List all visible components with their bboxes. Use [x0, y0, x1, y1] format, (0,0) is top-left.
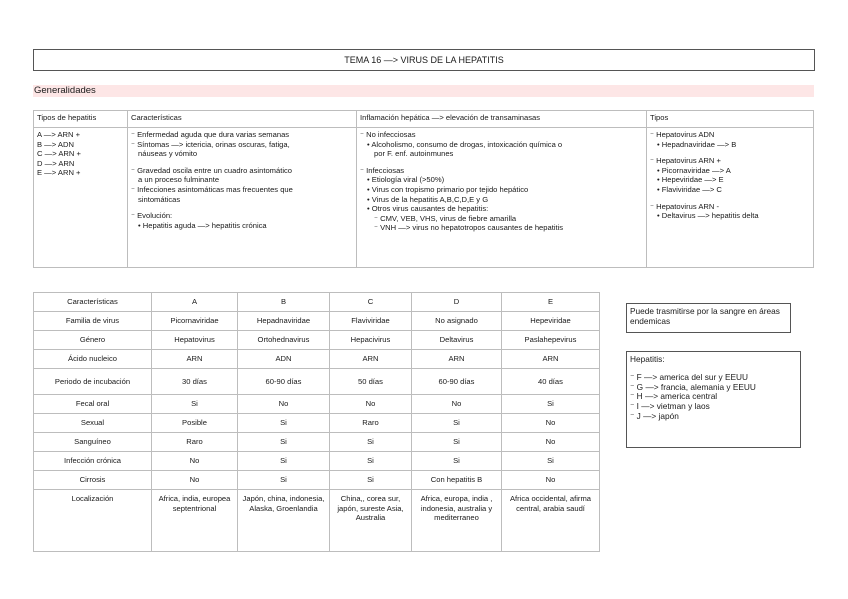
bullet-line: • Virus con tropismo primario por tejido hepático	[367, 184, 529, 194]
table-cell: Si	[238, 471, 330, 490]
header-tipos-hepatitis: Tipos de hepatitis	[34, 111, 128, 128]
table-cell: 40 días	[502, 369, 600, 395]
table-cell: B	[238, 293, 330, 312]
table-cell: ARN	[412, 350, 502, 369]
table-row	[34, 331, 600, 350]
table-row	[34, 395, 600, 414]
bullet-line: ⁻ Hepatovirus ARN +	[650, 156, 721, 166]
table-cell: Ortohednavirus	[238, 331, 330, 350]
row-label-cell: Infección crónica	[34, 452, 152, 471]
table-cell: ARN	[152, 350, 238, 369]
table-cell: 50 días	[330, 369, 412, 395]
header-tipos: Tipos	[647, 111, 814, 128]
table-cell: ARN	[330, 350, 412, 369]
table-cell: Si	[412, 452, 502, 471]
table-cell: Deltavirus	[412, 331, 502, 350]
hepatitis-note-item: ⁻ J —> japón	[630, 410, 679, 421]
section-heading	[33, 85, 814, 97]
table-cell: No	[502, 414, 600, 433]
bullet-line: náuseas y vómito	[138, 149, 198, 159]
table-cell: 30 días	[152, 369, 238, 395]
generalidades-body-row	[34, 128, 814, 268]
table-cell: D	[412, 293, 502, 312]
table-cell: No	[502, 471, 600, 490]
document-title-text: TEMA 16 —> VIRUS DE LA HEPATITIS	[344, 55, 504, 65]
spacer	[650, 149, 810, 156]
hepatitis-note-item: ⁻ G —> francia, alemania y EEUU	[630, 381, 756, 392]
table-cell: A	[152, 293, 238, 312]
bullet-line: • Virus de la hepatitis A,B,C,D,E y G	[367, 194, 489, 204]
table-cell: No	[502, 433, 600, 452]
row-label-cell: Características	[34, 293, 152, 312]
table-row	[34, 414, 600, 433]
bullet-line: ⁻ Gravedad oscila entre un cuadro asintomático	[131, 165, 293, 175]
comparison-table	[33, 292, 600, 552]
bullet-line: ⁻ Síntomas —> ictericia, orinas oscuras, fatiga,	[131, 139, 290, 149]
hepatitis-note-item: ⁻ F —> america del sur y EEUU	[630, 371, 749, 382]
table-cell: 60-90 días	[238, 369, 330, 395]
table-cell: Si	[330, 433, 412, 452]
spacer	[131, 159, 353, 166]
table-cell: Si	[238, 414, 330, 433]
generalidades-table	[33, 110, 814, 268]
tipos-hepatitis-cell	[34, 128, 128, 268]
table-cell: Flaviviridae	[330, 312, 412, 331]
table-cell: No	[152, 471, 238, 490]
bullet-line: ⁻ Infecciones asintomáticas mas frecuentes que	[131, 184, 293, 194]
bullet-line: • Picornaviridae —> A	[657, 165, 731, 175]
bullet-line: • Hepatitis aguda —> hepatitis crónica	[138, 220, 267, 230]
table-cell: ADN	[238, 350, 330, 369]
header-caracteristicas: Características	[128, 111, 357, 128]
table-cell: Si	[412, 414, 502, 433]
table-cell: No	[330, 395, 412, 414]
inflamacion-cell	[357, 128, 647, 268]
bullet-line: ⁻ CMV, VEB, VHS, virus de fiebre amarilla	[374, 213, 517, 223]
table-cell: Africa occidental, afirma central, arabia saudí	[502, 490, 600, 552]
table-cell: Africa, india, europea septentrional	[152, 490, 238, 552]
table-row	[34, 312, 600, 331]
table-cell: Hepacivirus	[330, 331, 412, 350]
spacer	[650, 195, 810, 202]
hepatitis-note-item: ⁻ H —> america central	[630, 391, 718, 402]
table-row	[34, 452, 600, 471]
table-cell: No	[412, 395, 502, 414]
bullet-line: • Otros virus causantes de hepatitis:	[367, 204, 489, 214]
hepatitis-type-line: C —> ARN +	[37, 149, 81, 159]
row-label-cell: Fecal oral	[34, 395, 152, 414]
hepatitis-note-item: ⁻ I —> vietman y laos	[630, 401, 710, 412]
table-cell: Hepeviridae	[502, 312, 600, 331]
row-label-cell: Cirrosis	[34, 471, 152, 490]
bullet-line: • Flaviviridae —> C	[657, 184, 722, 194]
table-row	[34, 490, 600, 552]
hepatitis-type-line: B —> ADN	[37, 139, 74, 149]
spacer	[131, 204, 353, 211]
document-title	[33, 49, 815, 71]
table-cell: Si	[330, 471, 412, 490]
table-cell: Paslahepevirus	[502, 331, 600, 350]
bullet-line: por F. enf. autoinmunes	[374, 149, 454, 159]
generalidades-header-row	[34, 111, 814, 128]
transmision-sangre-text: Puede trasmitirse por la sangre en áreas endemicas	[630, 306, 780, 326]
table-cell: Si	[502, 395, 600, 414]
row-label-cell: Ácido nucleico	[34, 350, 152, 369]
bullet-line: ⁻ No infecciosas	[360, 130, 416, 139]
row-label-cell: Sanguíneo	[34, 433, 152, 452]
bullet-line: • Hepeviridae —> E	[657, 175, 724, 185]
transmision-sangre-note	[626, 303, 791, 333]
row-label-cell: Localización	[34, 490, 152, 552]
hepatitis-note-title: Hepatitis:	[630, 354, 665, 364]
bullet-line: sintomáticas	[138, 194, 181, 204]
hepatitis-regions-note	[626, 351, 801, 448]
bullet-line: ⁻ Enfermedad aguda que dura varias semanas	[131, 130, 290, 139]
table-cell: No	[152, 452, 238, 471]
table-cell: No asignado	[412, 312, 502, 331]
bullet-line: ⁻ Evolución:	[131, 211, 173, 221]
bullet-line: ⁻ Infecciosas	[360, 165, 405, 175]
row-label-cell: Periodo de incubación	[34, 369, 152, 395]
comparison-header-row	[34, 293, 600, 312]
table-cell: China,, corea sur, japón, sureste Asia, Australia	[330, 490, 412, 552]
bullet-line: ⁻ VNH —> virus no hepatotropos causantes de hepatitis	[374, 223, 564, 233]
table-cell: No	[238, 395, 330, 414]
hepatitis-type-line: D —> ARN	[37, 158, 75, 168]
table-cell: 60-90 días	[412, 369, 502, 395]
table-cell: Si	[502, 452, 600, 471]
spacer	[360, 159, 643, 166]
table-cell: Picornaviridae	[152, 312, 238, 331]
hepatitis-type-line: E —> ARN +	[37, 168, 81, 178]
table-row	[34, 369, 600, 395]
tipos-cell	[647, 128, 814, 268]
bullet-line: • Deltavirus —> hepatitis delta	[657, 211, 759, 221]
table-cell: Africa, europa, india , indonesia, australia y mediterraneo	[412, 490, 502, 552]
row-label-cell: Familia de virus	[34, 312, 152, 331]
table-cell: Hepatovirus	[152, 331, 238, 350]
row-label-cell: Sexual	[34, 414, 152, 433]
table-cell: E	[502, 293, 600, 312]
row-label-cell: Género	[34, 331, 152, 350]
table-cell: Hepadnaviridae	[238, 312, 330, 331]
table-cell: Si	[330, 452, 412, 471]
bullet-line: ⁻ Hepatovirus ADN	[650, 130, 715, 139]
table-row	[34, 350, 600, 369]
table-cell: Si	[152, 395, 238, 414]
table-cell: Japón, china, indonesia, Alaska, Groenlandia	[238, 490, 330, 552]
hepatitis-type-line: A —> ARN +	[37, 130, 81, 139]
table-row	[34, 471, 600, 490]
table-cell: ARN	[502, 350, 600, 369]
table-cell: Raro	[152, 433, 238, 452]
table-cell: Si	[238, 452, 330, 471]
bullet-line: • Alcoholismo, consumo de drogas, intoxicación química o	[367, 139, 563, 149]
table-cell: Si	[238, 433, 330, 452]
table-cell: Raro	[330, 414, 412, 433]
section-heading-text: Generalidades	[34, 85, 96, 96]
table-cell: Con hepatitis B	[412, 471, 502, 490]
table-row	[34, 433, 600, 452]
bullet-line: a un proceso fulminante	[138, 175, 220, 185]
table-cell: Si	[412, 433, 502, 452]
bullet-line: • Etiología viral (>50%)	[367, 175, 445, 185]
header-inflamacion: Inflamación hepática —> elevación de transaminasas	[357, 111, 647, 128]
caracteristicas-cell	[128, 128, 357, 268]
bullet-line: ⁻ Hepatovirus ARN -	[650, 201, 719, 211]
table-cell: Posible	[152, 414, 238, 433]
bullet-line: • Hepadnaviridae —> B	[657, 139, 737, 149]
table-cell: C	[330, 293, 412, 312]
